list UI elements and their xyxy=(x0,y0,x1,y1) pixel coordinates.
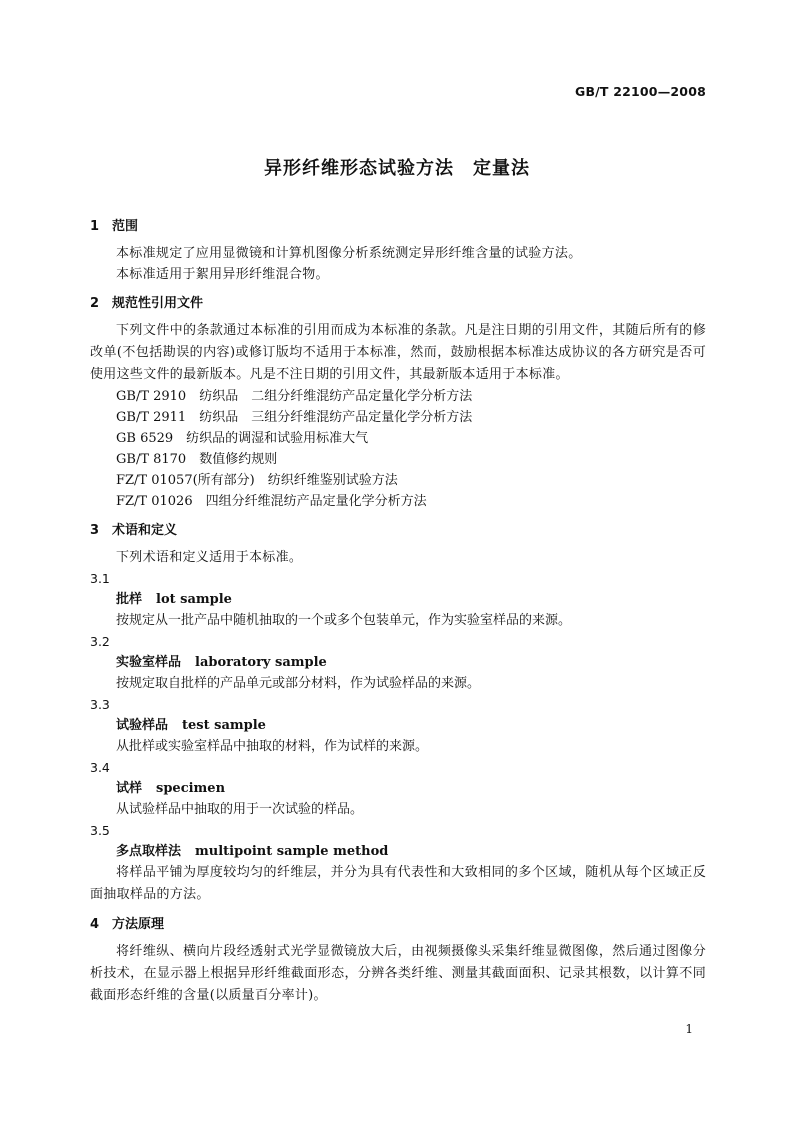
section-heading-principle xyxy=(90,914,706,935)
paragraph: 下列术语和定义适用于本标准。 xyxy=(116,550,303,565)
term-zh: 实验室样品 xyxy=(116,655,182,670)
term-entry xyxy=(90,715,706,736)
term-entry xyxy=(90,841,706,862)
section-title: 规范性引用文件 xyxy=(112,296,204,311)
section-heading-scope xyxy=(90,216,706,237)
clause-number: 3.2 xyxy=(90,634,110,649)
section-title: 方法原理 xyxy=(112,917,165,932)
term-definition: 按规定取自批样的产品单元或部分材料，作为试验样品的来源。 xyxy=(116,676,481,691)
section-heading-terms-definitions xyxy=(90,520,706,541)
term-definition: 按规定从一批产品中随机抽取的一个或多个包装单元，作为实验室样品的来源。 xyxy=(116,613,572,628)
term-en: lot sample xyxy=(156,592,232,607)
term-en: test sample xyxy=(182,718,266,733)
section-number: 4 xyxy=(90,917,100,932)
reference-item: GB/T 2911 纺织品 三组分纤维混纺产品定量化学分析方法 xyxy=(116,410,473,425)
section-title: 术语和定义 xyxy=(112,523,178,538)
term-entry xyxy=(90,652,706,673)
term-zh: 多点取样法 xyxy=(116,844,182,859)
paragraph: 下列文件中的条款通过本标准的引用而成为本标准的条款。凡是注日期的引用文件，其随后所有的修改单(不包括勘误的内容)或修订版均不适用于本标准，然而，鼓励根据本标准达成协议的各方研究是否可使用这些文件的最新版本。凡是不注日期的引用文件，其最新版本适用于本标准。 xyxy=(90,323,706,382)
section-number: 3 xyxy=(90,523,100,538)
clause-number: 3.3 xyxy=(90,697,110,712)
term-definition: 从试验样品中抽取的用于一次试验的样品。 xyxy=(116,802,364,817)
document-title: 异形纤维形态试验方法 定量法 xyxy=(264,158,530,179)
reference-item: FZ/T 01057(所有部分) 纺织纤维鉴别试验方法 xyxy=(116,473,398,488)
term-zh: 试样 xyxy=(116,781,143,796)
term-zh: 批样 xyxy=(116,592,143,607)
section-number: 1 xyxy=(90,219,100,234)
term-entry xyxy=(90,589,706,610)
term-en: specimen xyxy=(156,781,226,796)
reference-item: FZ/T 01026 四组分纤维混纺产品定量化学分析方法 xyxy=(116,494,427,509)
standard-code: GB/T 22100—2008 xyxy=(574,84,706,99)
page-number: 1 xyxy=(685,1022,693,1036)
paragraph: 本标准规定了应用显微镜和计算机图像分析系统测定异形纤维含量的试验方法。 xyxy=(116,246,582,261)
section-number: 2 xyxy=(90,296,100,311)
paragraph: 将纤维纵、横向片段经透射式光学显微镜放大后，由视频摄像头采集纤维显微图像，然后通过图像分析技术，在显示器上根据异形纤维截面形态，分辨各类纤维、测量其截面面积、记录其根数，以计算不同截面形态纤维的含量(以质量百分率计)。 xyxy=(90,944,706,1003)
term-definition: 从批样或实验室样品中抽取的材料，作为试样的来源。 xyxy=(116,739,429,754)
term-entry xyxy=(90,778,706,799)
clause-number: 3.5 xyxy=(90,823,110,838)
document-body xyxy=(90,216,706,1007)
term-definition: 将样品平铺为厚度较均匀的纤维层，并分为具有代表性和大致相同的多个区域，随机从每个区域正反面抽取样品的方法。 xyxy=(90,865,706,902)
reference-item: GB/T 8170 数值修约规则 xyxy=(116,452,278,467)
section-heading-normative-references xyxy=(90,293,706,314)
term-zh: 试验样品 xyxy=(116,718,169,733)
section-title: 范围 xyxy=(112,219,139,234)
term-en: laboratory sample xyxy=(195,655,327,670)
clause-number: 3.4 xyxy=(90,760,110,775)
clause-number: 3.1 xyxy=(90,571,110,586)
reference-item: GB 6529 纺织品的调湿和试验用标准大气 xyxy=(116,431,369,446)
reference-item: GB/T 2910 纺织品 二组分纤维混纺产品定量化学分析方法 xyxy=(116,389,473,404)
term-en: multipoint sample method xyxy=(195,844,389,859)
paragraph: 本标准适用于絮用异形纤维混合物。 xyxy=(116,267,329,282)
